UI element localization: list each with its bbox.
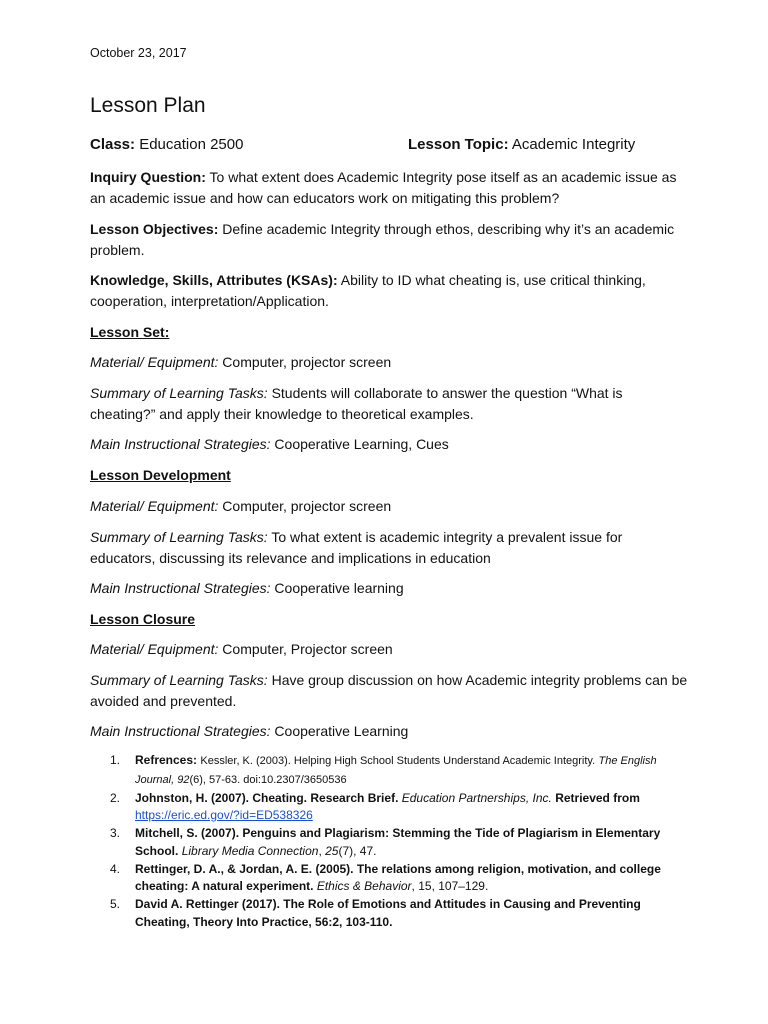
reference-journal: The English — [598, 755, 657, 767]
ksas-text-line1: Ability to ID what cheating is, use critical thinking, — [340, 272, 646, 288]
inquiry-label: Inquiry Question: — [90, 169, 206, 185]
reference-item — [90, 861, 690, 896]
lesson-objectives — [90, 219, 690, 260]
reference-text: (6), 57-63. doi:10.2307/3650536 — [189, 773, 347, 786]
reference-item — [90, 752, 690, 789]
lesson-closure-material — [90, 639, 690, 660]
objectives-text-line2: problem. — [90, 241, 145, 258]
reference-text: School. — [135, 843, 179, 858]
material-value: Computer, projector screen — [222, 354, 392, 370]
reference-separator: , — [318, 843, 326, 858]
ksas-label: Knowledge, Skills, Attributes (KSAs): — [90, 272, 338, 288]
reference-number: 5. — [110, 897, 121, 911]
strategies-value: Cooperative learning — [274, 580, 404, 596]
reference-text: Retrieved from — [555, 790, 640, 805]
material-label: Material/ Equipment: — [90, 354, 219, 370]
reference-number: 1. — [110, 753, 121, 767]
ksas — [90, 270, 690, 311]
material-value: Computer, Projector screen — [222, 641, 393, 657]
objectives-text-line1: Define academic Integrity through ethos, describing why it’s an academic — [222, 221, 675, 237]
tasks-label: Summary of Learning Tasks: — [90, 385, 268, 401]
tasks-text-line2: cheating?” and apply their knowledge to theoretical examples. — [90, 405, 474, 422]
tasks-text-line1: Have group discussion on how Academic integrity problems can be — [271, 672, 688, 688]
topic-value: Academic Integrity — [511, 136, 636, 153]
tasks-text-line2: educators, discussing its relevance and implications in education — [90, 549, 491, 566]
references-list — [90, 752, 690, 932]
reference-text: , 15, 107–129. — [411, 879, 489, 893]
reference-volume: 25 — [325, 843, 339, 858]
reference-journal: Library Media Connection — [181, 843, 319, 858]
ksas-text-line2: cooperation, interpretation/Application. — [90, 292, 329, 309]
class-topic-row — [90, 135, 690, 156]
topic-label: Lesson Topic: — [408, 136, 509, 153]
lesson-set-tasks — [90, 383, 690, 424]
inquiry-text-line2: an academic issue and how can educators work on mitigating this problem? — [90, 189, 560, 206]
reference-text: Rettinger, D. A., & Jordan, A. E. (2005). The relations among religion, motivation, and college — [135, 861, 661, 876]
lesson-development-strategies — [90, 578, 690, 599]
inquiry-question — [90, 167, 690, 208]
lesson-closure-strategies — [90, 721, 690, 742]
reference-number: 3. — [110, 826, 121, 840]
reference-journal: Ethics & Behavior — [316, 879, 412, 893]
reference-label: Refrences: — [135, 753, 198, 767]
page-title: Lesson Plan — [90, 94, 206, 117]
lesson-development-material — [90, 496, 690, 517]
reference-text: cheating: A natural experiment. — [135, 879, 314, 893]
reference-text: Mitchell, S. (2007). Penguins and Plagiarism: Stemming the Tide of Plagiarism in Elementary — [135, 826, 661, 840]
reference-publisher: Education Partnerships, Inc. — [401, 790, 552, 805]
reference-number: 4. — [110, 861, 121, 876]
reference-text: David A. Rettinger (2017). The Role of Emotions and Attitudes in Causing and Preventing — [135, 897, 641, 911]
reference-text: (7), 47. — [338, 843, 377, 858]
tasks-label: Summary of Learning Tasks: — [90, 529, 268, 545]
strategies-label: Main Instructional Strategies: — [90, 723, 271, 739]
objectives-label: Lesson Objectives: — [90, 221, 219, 237]
lesson-set-material — [90, 352, 690, 373]
reference-text: Kessler, K. (2003). Helping High School Students Understand Academic Integrity. — [200, 755, 596, 767]
tasks-text-line2: avoided and prevented. — [90, 692, 237, 709]
reference-item — [90, 790, 690, 825]
reference-item — [90, 896, 690, 931]
tasks-text-line1: Students will collaborate to answer the question “What is — [271, 385, 623, 401]
lesson-development-heading: Lesson Development — [90, 467, 231, 483]
reference-text: Cheating, Theory Into Practice, 56:2, 103-110. — [135, 914, 393, 929]
material-label: Material/ Equipment: — [90, 498, 219, 514]
document-date: October 23, 2017 — [90, 46, 187, 60]
class-label: Class: — [90, 136, 136, 153]
strategies-label: Main Instructional Strategies: — [90, 580, 271, 596]
inquiry-text-line1: To what extent does Academic Integrity pose itself as an academic issue as — [209, 169, 677, 185]
tasks-text-line1: To what extent is academic integrity a prevalent issue for — [271, 529, 623, 545]
topic-group — [408, 135, 635, 156]
class-value: Education 2500 — [139, 136, 244, 153]
material-value: Computer, projector screen — [222, 498, 392, 514]
strategies-value: Cooperative Learning — [274, 723, 409, 739]
strategies-label: Main Instructional Strategies: — [90, 436, 271, 452]
reference-number: 2. — [110, 790, 121, 805]
reference-text: Johnston, H. (2007). Cheating. Research Brief. — [135, 790, 399, 805]
reference-item — [90, 825, 690, 860]
lesson-closure-heading: Lesson Closure — [90, 611, 196, 627]
reference-link[interactable]: https://eric.ed.gov/?id=ED538326 — [135, 808, 313, 822]
lesson-closure-tasks — [90, 670, 690, 711]
reference-journal-volume: Journal, 92 — [135, 773, 190, 786]
strategies-value: Cooperative Learning, Cues — [274, 436, 449, 452]
lesson-development-tasks — [90, 527, 690, 568]
lesson-set-heading: Lesson Set: — [90, 324, 170, 340]
lesson-set-strategies — [90, 434, 690, 455]
material-label: Material/ Equipment: — [90, 641, 219, 657]
tasks-label: Summary of Learning Tasks: — [90, 672, 268, 688]
